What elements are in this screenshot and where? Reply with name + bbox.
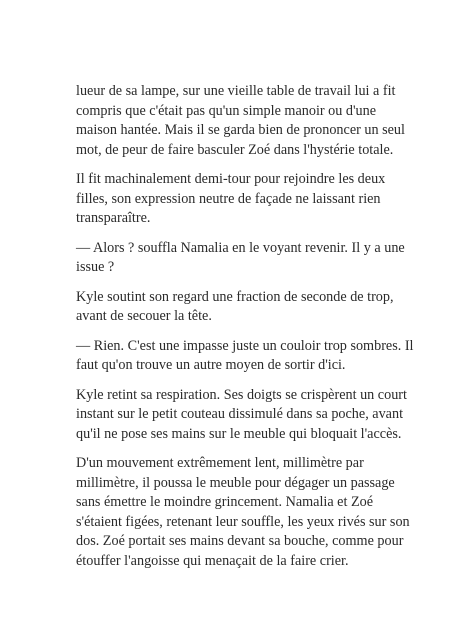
text-line: — Alors ? souffla Namalia en le voyant revenir. Il y a une xyxy=(76,239,405,256)
text-line: issue ? xyxy=(76,259,115,275)
text-line: instant sur le petit couteau dissimulé dans sa poche, avant xyxy=(76,406,404,422)
text-line: sans émettre le moindre grincement. Namalia et Zoé xyxy=(76,494,374,510)
paragraph-1 xyxy=(76,82,405,160)
paragraph-3 xyxy=(76,239,405,278)
text-line: avant de secouer la tête. xyxy=(76,308,212,324)
text-line: Kyle retint sa respiration. Ses doigts se crispèrent un court xyxy=(76,386,407,403)
text-line: lueur de sa lampe, sur une vieille table de travail lui a fit xyxy=(76,83,396,99)
text-line: — Rien. C'est une impasse juste un couloir trop sombres. Il xyxy=(76,337,414,354)
text-line: millimètre, il poussa le meuble pour dégager un passage xyxy=(76,474,395,491)
text-line: qu'il ne pose ses mains sur le meuble qui bloquait l'accès. xyxy=(76,425,402,442)
text-line: dos. Zoé portait ses mains devant sa bouche, comme pour xyxy=(76,533,404,549)
paragraph-4 xyxy=(76,288,394,327)
text-line: Kyle soutint son regard une fraction de seconde de trop, xyxy=(76,288,394,305)
text-line: s'étaient figées, retenant leur souffle, les yeux rivés sur son xyxy=(76,513,410,530)
text-line: filles, son expression neutre de façade ne laissant rien xyxy=(76,190,381,207)
body-text xyxy=(76,82,414,581)
paragraph-5 xyxy=(76,337,414,376)
text-line: maison hantée. Mais il se garda bien de prononcer un seul xyxy=(76,122,405,138)
paragraph-6 xyxy=(76,386,407,445)
text-line: étouffer l'angoisse qui menaçait de la faire crier. xyxy=(76,552,349,569)
text-line: transparaître. xyxy=(76,210,151,226)
text-line: mot, de peur de faire basculer Zoé dans l'hystérie totale. xyxy=(76,141,394,158)
paragraph-7 xyxy=(76,454,410,571)
text-line: compris que c'était pas qu'un simple manoir ou d'une xyxy=(76,102,377,119)
text-line: Il fit machinalement demi-tour pour rejoindre les deux xyxy=(76,171,386,187)
text-line: faut qu'on trouve un autre moyen de sortir d'ici. xyxy=(76,357,346,373)
paragraph-2 xyxy=(76,170,394,229)
text-line: D'un mouvement extrêmement lent, millimètre par xyxy=(76,455,364,471)
